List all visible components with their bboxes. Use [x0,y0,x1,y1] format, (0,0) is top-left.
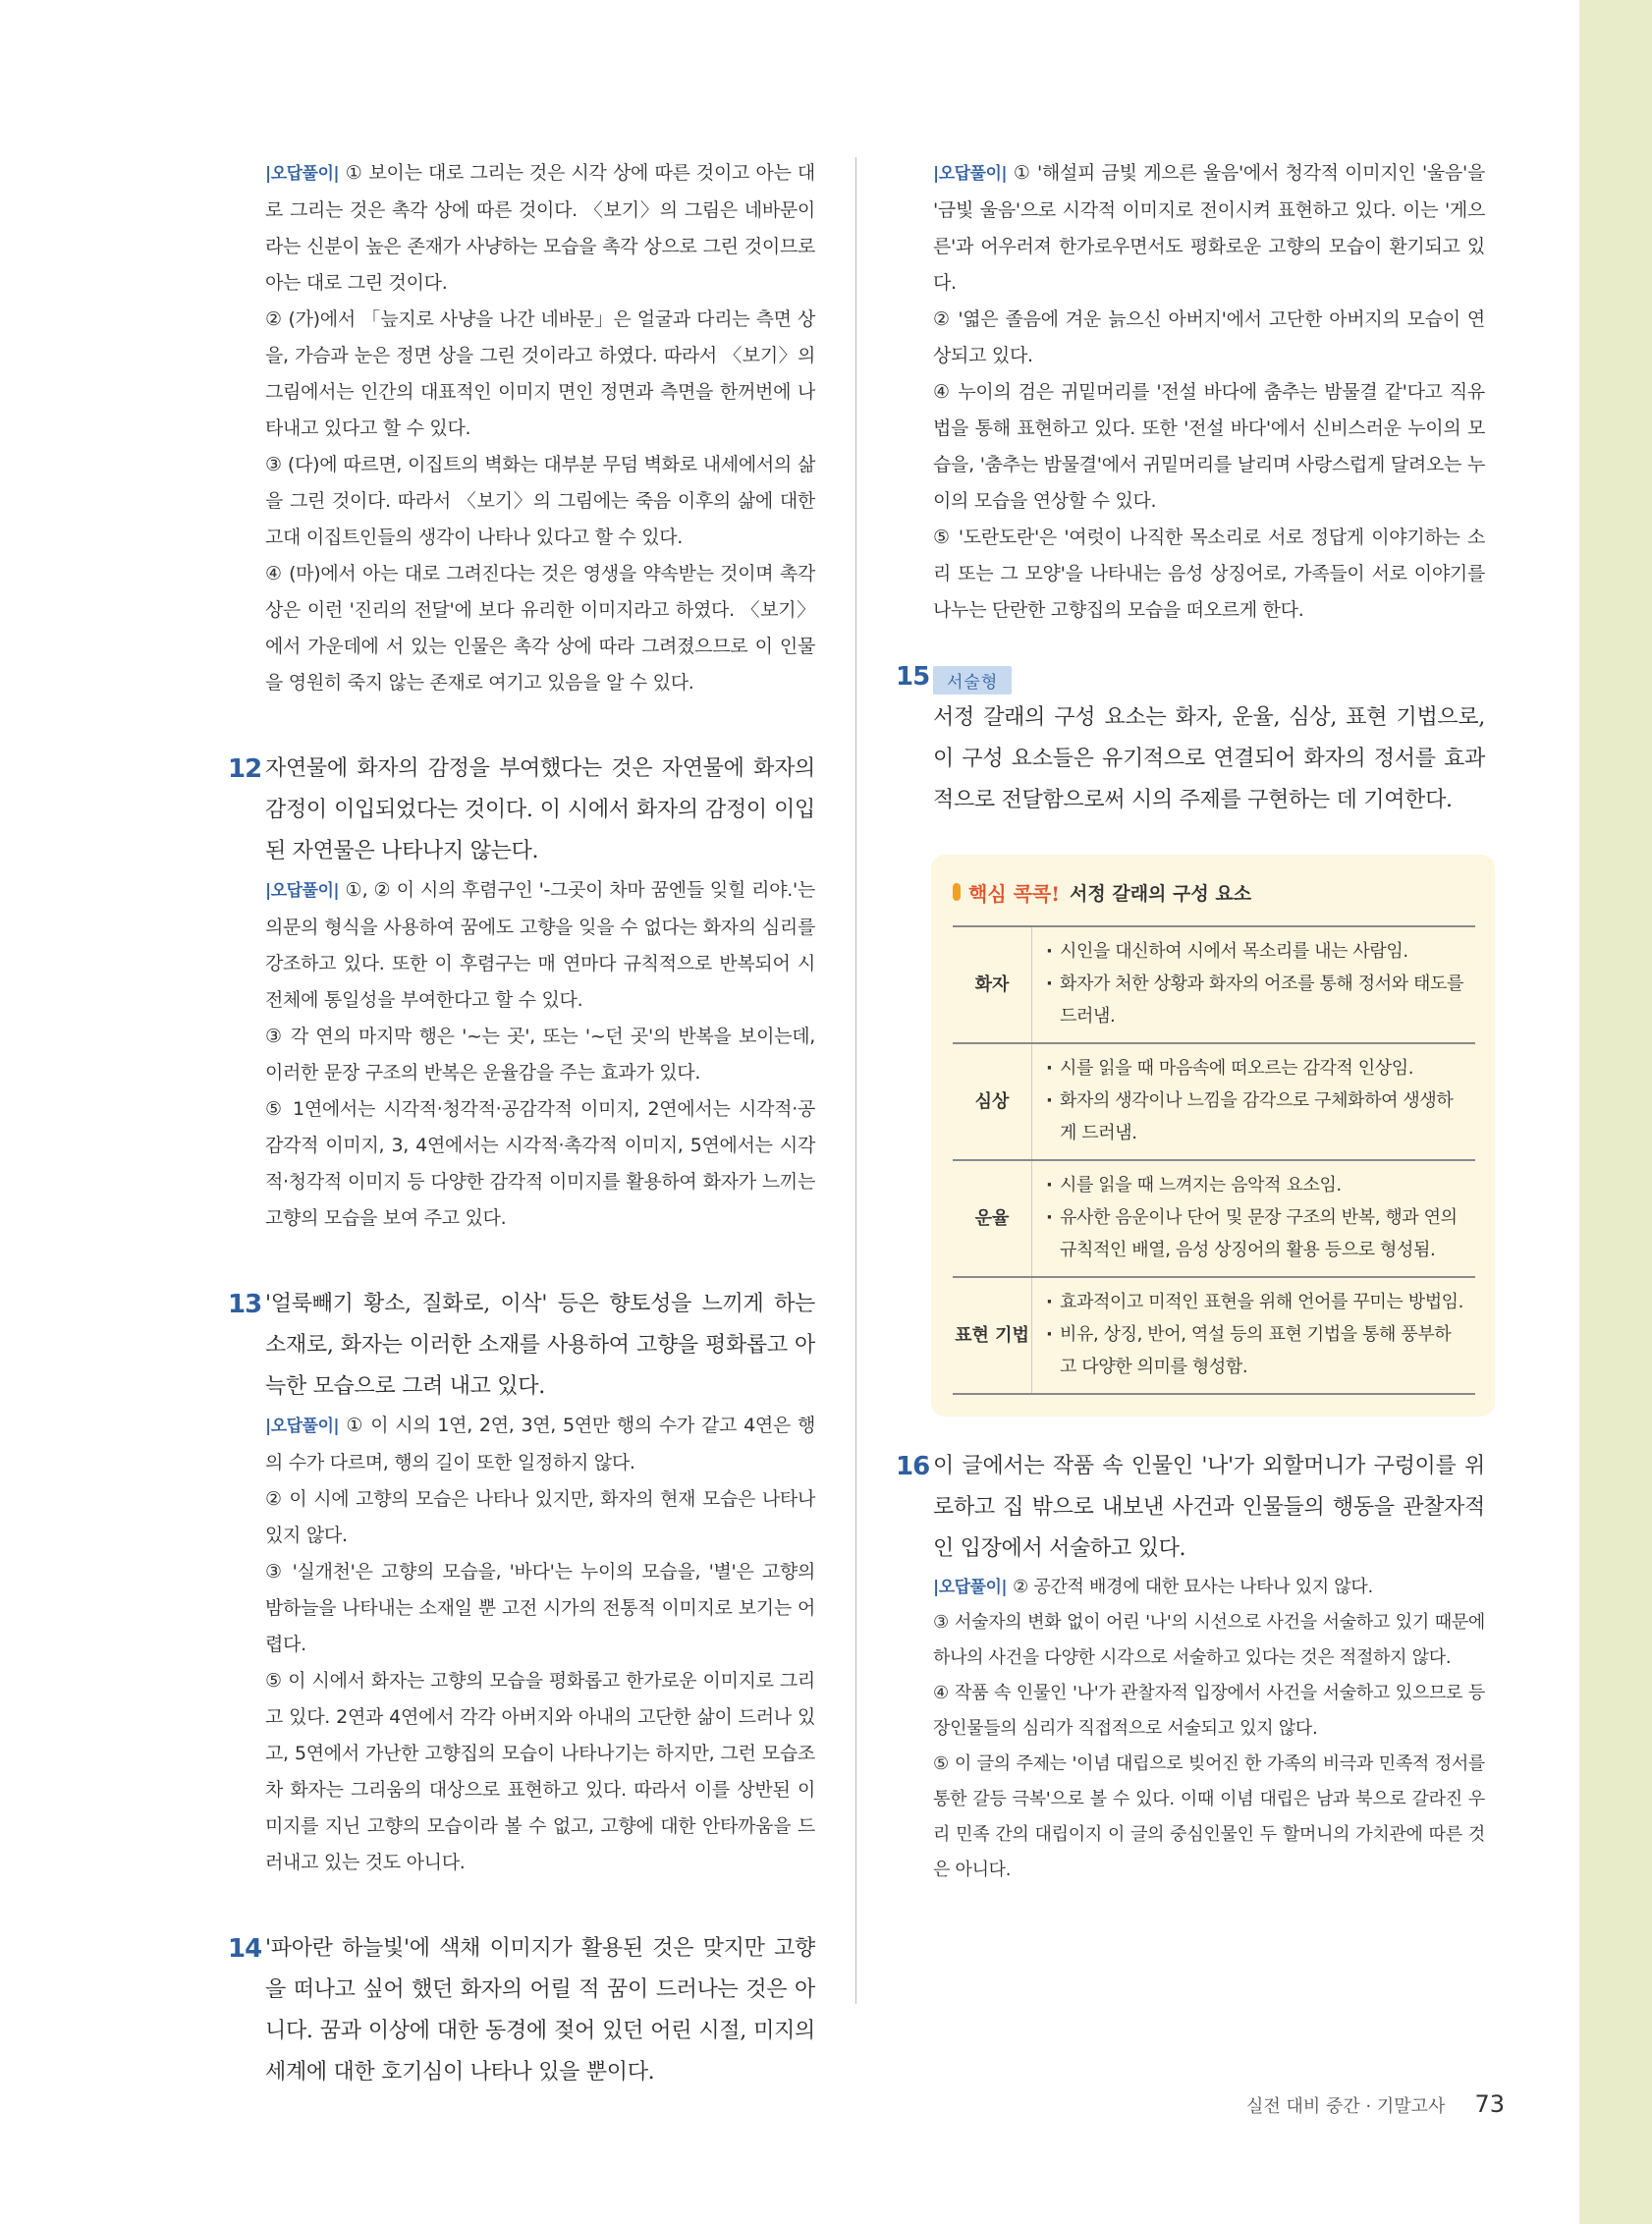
table-row [953,926,1475,1043]
explanation-line: ⑤ '도란도란'은 '여럿이 나직한 목소리로 서로 정답게 이야기하는 소리 또는 그 모양'을 나타내는 음성 상징어로, 가족들이 서로 이야기를 나누는 단란한 고향집의 모습을 떠오르게 한다. [933,527,1485,621]
explanation-line: ② '엷은 졸음에 겨운 늙으신 아버지'에서 고단한 아버지의 모습이 연상되고 있다. [933,308,1485,366]
explanation-line: ④ (마)에서 아는 대로 그려진다는 것은 영생을 약속받는 것이며 촉각 상은 이런 '진리의 전달'에 보다 유리한 이미지라고 하였다. 〈보기〉에서 가운데에 서 있는 인물은 촉각 상에 따라 그려졌으므로 이 인물을 영원히 죽지 않는 존재로 여기고 있음을 알 수 있다. [265,563,815,694]
core-point-table [953,925,1475,1395]
explanation-line: |오답풀이| ① 보이는 대로 그리는 것은 시각 상에 따른 것이고 아는 대로 그리는 것은 촉각 상에 따른 것이다. 〈보기〉의 그림은 네바문이라는 신분이 높은 존재가 사냥하는 모습을 촉각 상으로 그린 것이므로 아는 대로 그린 것이다. [265,162,815,294]
table-row [953,1277,1475,1394]
explanation-line: |오답풀이| ①, ② 이 시의 후렴구인 '-그곳이 차마 꿈엔들 잊힐 리야.'는 의문의 형식을 사용하여 꿈에도 고향을 잊을 수 없다는 화자의 심리를 강조하고 있다. 또한 이 후렴구는 매 연마다 규칙적으로 반복되어 시 전체에 통일성을 부여한다고 할 수 있다. [265,879,815,1011]
core-point-box [931,855,1495,1417]
question-16 [896,1446,1485,1888]
description-cell [1032,1043,1476,1160]
footer-section-title: 실전 대비 중간 · 기말고사 [1245,2096,1446,2117]
answer-text: 서정 갈래의 구성 요소는 화자, 운율, 심상, 표현 기법으로, 이 구성 요소들은 유기적으로 연결되어 화자의 정서를 효과적으로 전달함으로써 시의 주제를 구현하는 데 기여한다. [933,705,1485,812]
essay-type-badge: 서술형 [933,666,1012,695]
wrong-answer-tag: |오답풀이| [265,164,340,184]
list-item: · 화자의 생각이나 느낌을 감각으로 구체화하여 생생하게 드러냄. [1046,1084,1465,1149]
list-item: · 시를 읽을 때 마음속에 떠오르는 감각적 인상임. [1046,1052,1465,1084]
answer-text: 13 '얼룩빼기 황소, 질화로, 이삭' 등은 향토성을 느끼게 하는 소재로, 화자는 이러한 소재를 사용하여 고향을 평화롭고 아늑한 모습으로 그려 내고 있다. [265,1284,815,1408]
description-cell [1032,1160,1476,1277]
question-number: 14 [228,1934,262,1964]
wrong-answer-tag: |오답풀이| [265,1417,340,1436]
explanation-line: ④ 누이의 검은 귀밑머리를 '전설 바다에 춤추는 밤물결 같'다고 직유법을 통해 표현하고 있다. 또한 '전설 바다'에서 신비스러운 누이의 모습을, '춤추는 밤물결'에서 귀밑머리를 날리며 사랑스럽게 달려오는 누이의 모습을 연상할 수 있다. [933,381,1485,512]
explanation-line: ③ 각 연의 마지막 행은 '~는 곳', 또는 '~던 곳'의 반복을 보이는데, 이러한 문장 구조의 반복은 운율감을 주는 효과가 있다. [265,1026,815,1084]
explanation-line: ③ 서술자의 변화 없이 어린 '나'의 시선으로 사건을 서술하고 있기 때문에 하나의 사건을 다양한 시각으로 서술하고 있다는 것은 적절하지 않다. [933,1612,1485,1668]
side-color-band [1579,0,1652,2224]
right-column [896,155,1485,1888]
column-divider [855,157,856,2004]
term-cell: 운율 [953,1160,1032,1277]
list-item: · 유사한 음운이나 단어 및 문장 구조의 반복, 행과 연의 규칙적인 배열, 음성 상징어의 활용 등으로 형성됨. [1046,1201,1465,1266]
answer-text: 16 이 글에서는 작품 속 인물인 '나'가 외할머니가 구렁이를 위로하고 집 밖으로 내보낸 사건과 인물들의 행동을 관찰자적인 입장에서 서술하고 있다. [933,1446,1485,1570]
explanation-line: ⑤ 이 시에서 화자는 고향의 모습을 평화롭고 한가로운 이미지로 그리고 있다. 2연과 4연에서 각각 아버지와 아내의 고단한 삶이 드러나 있고, 5연에서 가난한 고향집의 모습이 나타나기는 하지만, 그런 모습조차 화자는 그리움의 대상으로 표현하고 있다. 따라서 이를 상반된 이미지를 지닌 고향의 모습이라 볼 수 없고, 고향에 대한 안타까움을 드러내고 있는 것도 아니다. [265,1670,815,1873]
core-point-title: 서정 갈래의 구성 요소 [1070,882,1252,905]
question-number: 15 [896,662,930,692]
page-footer [1246,2090,1505,2118]
list-item: · 비유, 상징, 반어, 역설 등의 표현 기법을 통해 풍부하고 다양한 의미를 형성함. [1046,1318,1465,1383]
prev-explanation-left [265,155,815,701]
question-15 [896,658,1485,1417]
question-number: 16 [896,1452,930,1481]
prev-explanation-right [933,155,1485,629]
explanation-line: |오답풀이| ① 이 시의 1연, 2연, 3연, 5연만 행의 수가 같고 4연은 행의 수가 다르며, 행의 길이 또한 일정하지 않다. [265,1415,815,1473]
term-cell: 표현 기법 [953,1277,1032,1394]
explanation-line: ⑤ 이 글의 주제는 '이념 대립으로 빚어진 한 가족의 비극과 민족적 정서를 통한 갈등 극복'으로 볼 수 있다. 이때 이념 대립은 남과 북으로 갈라진 우리 민족 간의 대립이지 이 글의 중심인물인 두 할머니의 가치관에 따른 것은 아니다. [933,1753,1485,1880]
description-cell [1032,1277,1476,1394]
table-row [953,1160,1475,1277]
explanation-line: |오답풀이| ② 공간적 배경에 대한 묘사는 나타나 있지 않다. [933,1577,1373,1597]
description-cell [1032,926,1476,1043]
left-column [228,155,815,2093]
list-item: · 화자가 처한 상황과 화자의 어조를 통해 정서와 태도를 드러냄. [1046,968,1465,1032]
wrong-answer-tag: |오답풀이| [933,1578,1008,1597]
explanation-line: ② (가)에서 「늪지로 사냥을 나간 네바문」은 얼굴과 다리는 측면 상을, 가슴과 눈은 정면 상을 그린 것이라고 하였다. 따라서 〈보기〉의 그림에서는 인간의 대표적인 이미지 면인 정면과 측면을 한꺼번에 나타내고 있다고 할 수 있다. [265,308,815,439]
bullet-marker-icon [953,883,961,901]
explanation-line: ③ (다)에 따르면, 이집트의 벽화는 대부분 무덤 벽화로 내세에서의 삶을 그린 것이다. 따라서 〈보기〉의 그림에는 죽음 이후의 삶에 대한 고대 이집트인들의 생각이 나타나 있다고 할 수 있다. [265,454,815,548]
question-12 [228,749,815,1237]
page-number: 73 [1474,2090,1505,2118]
list-item: · 효과적이고 미적인 표현을 위해 언어를 꾸미는 방법임. [1046,1286,1465,1318]
question-number: 12 [228,754,262,784]
explanation-line: ④ 작품 속 인물인 '나'가 관찰자적 입장에서 사건을 서술하고 있으므로 등장인물들의 심리가 직접적으로 서술되고 있지 않다. [933,1683,1485,1739]
question-header [896,658,1485,697]
term-cell: 심상 [953,1043,1032,1160]
table-row [953,1043,1475,1160]
explanation-line: ② 이 시에 고향의 모습은 나타나 있지만, 화자의 현재 모습은 나타나 있지 않다. [265,1488,815,1546]
explanation-line: |오답풀이| ① '해설피 금빛 게으른 울음'에서 청각적 이미지인 '울음'을 '금빛 울음'으로 시각적 이미지로 전이시켜 표현하고 있다. 이는 '게으른'과 어우러져 한가로우면서도 평화로운 고향의 모습이 환기되고 있다. [933,162,1485,294]
answer-text: 14 '파아란 하늘빛'에 색채 이미지가 활용된 것은 맞지만 고향을 떠나고 싶어 했던 화자의 어릴 적 꿈이 드러나는 것은 아니다. 꿈과 이상에 대한 동경에 젖어 있던 어린 시절, 미지의 세계에 대한 호기심이 나타나 있을 뿐이다. [265,1928,815,2093]
wrong-answer-tag: |오답풀이| [265,881,340,901]
question-14 [228,1928,815,2093]
answer-text: 12 자연물에 화자의 감정을 부여했다는 것은 자연물에 화자의 감정이 이입되었다는 것이다. 이 시에서 화자의 감정이 이입된 자연물은 나타나지 않는다. [265,749,815,872]
question-13 [228,1284,815,1881]
list-item: · 시인을 대신하여 시에서 목소리를 내는 사람임. [1046,935,1465,968]
list-item: · 시를 읽을 때 느껴지는 음악적 요소임. [1046,1169,1465,1201]
core-point-header [953,872,1475,912]
term-cell: 화자 [953,926,1032,1043]
explanation-line: ⑤ 1연에서는 시각적·청각적·공감각적 이미지, 2연에서는 시각적·공감각적 이미지, 3, 4연에서는 시각적·촉각적 이미지, 5연에서는 시각적·청각적 이미지 등 다양한 감각적 이미지를 활용하여 화자가 느끼는 고향의 모습을 보여 주고 있다. [265,1098,815,1229]
core-point-label: 핵심 콕콕! [968,881,1061,906]
question-number: 13 [228,1290,262,1319]
explanation-line: ③ '실개천'은 고향의 모습을, '바다'는 누이의 모습을, '별'은 고향의 밤하늘을 나타내는 소재일 뿐 고전 시가의 전통적 이미지로 보기는 어렵다. [265,1561,815,1655]
wrong-answer-tag: |오답풀이| [933,164,1008,184]
